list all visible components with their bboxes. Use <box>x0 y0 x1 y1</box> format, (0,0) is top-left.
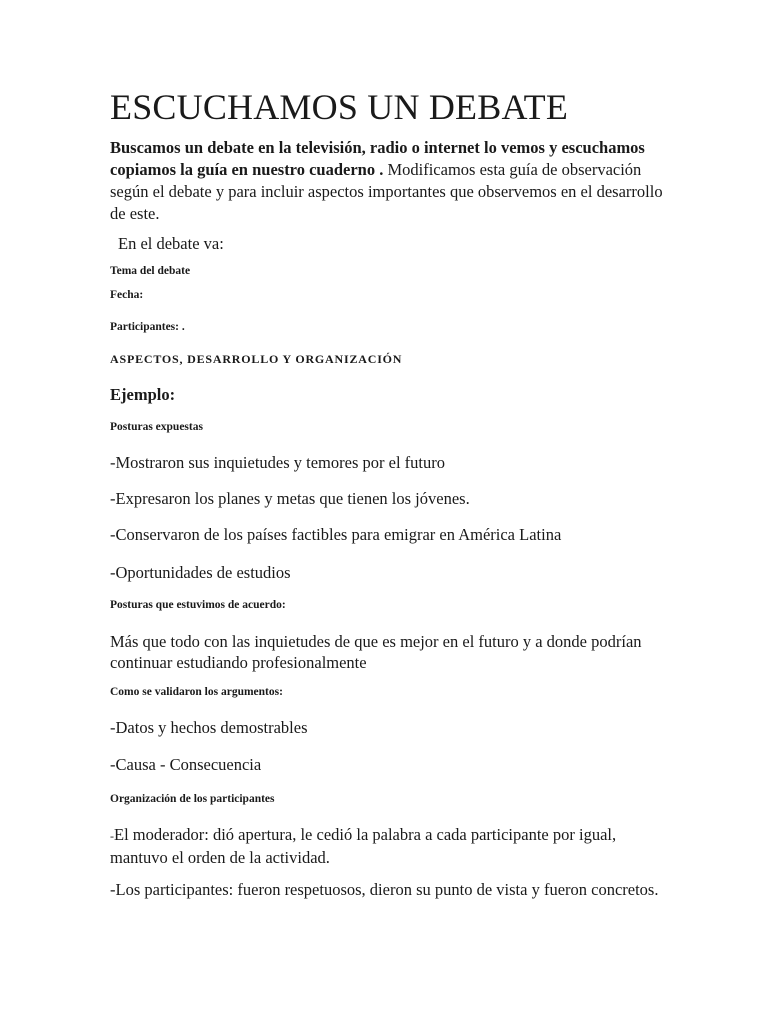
validacion-heading: Como se validaron los argumentos: <box>110 686 283 698</box>
list-item: -Oportunidades de estudios <box>110 563 291 582</box>
debate-lead: En el debate va: <box>118 234 224 253</box>
list-item: -Mostraron sus inquietudes y temores por el futuro <box>110 453 445 472</box>
posturas-expuestas-heading: Posturas expuestas <box>110 421 203 433</box>
field-fecha: Fecha: <box>110 289 144 301</box>
field-tema: Tema del debate <box>110 265 191 277</box>
moderador-paragraph <box>110 824 670 868</box>
posturas-acuerdo-heading: Posturas que estuvimos de acuerdo: <box>110 599 286 611</box>
moderador-dash: - <box>110 829 114 843</box>
page-title: ESCUCHAMOS UN DEBATE <box>110 87 569 127</box>
posturas-acuerdo-text: Más que todo con las inquietudes de que es mejor en el futuro y a donde podrían continuar estudiando profesionalmente <box>110 632 642 672</box>
field-participantes: Participantes: . <box>110 321 185 333</box>
list-item: -Causa - Consecuencia <box>110 755 262 774</box>
intro-paragraph <box>110 137 670 225</box>
example-heading: Ejemplo: <box>110 385 176 404</box>
list-item: -Datos y hechos demostrables <box>110 718 308 737</box>
participantes-paragraph: -Los participantes: fueron respetuosos, dieron su punto de vista y fueron concretos. <box>110 880 659 899</box>
organizacion-heading: Organización de los participantes <box>110 793 275 805</box>
intro-bold-text: Buscamos un debate en la televisión, radio o internet lo vemos y escuchamos copiamos la guía en nuestro cuaderno . <box>110 138 645 179</box>
intro-regular-text: Modificamos esta guía de observación según el debate y para incluir aspectos importantes que observemos en el desarrollo de este. <box>110 160 663 223</box>
list-item: -Conservaron de los países factibles para emigrar en América Latina <box>110 525 562 544</box>
aspectos-heading: ASPECTOS, DESARROLLO Y ORGANIZACIÓN <box>110 352 403 366</box>
moderador-text: El moderador: dió apertura, le cedió la palabra a cada participante por igual, mantuvo el orden de la actividad. <box>110 825 617 867</box>
list-item: -Expresaron los planes y metas que tienen los jóvenes. <box>110 489 470 508</box>
